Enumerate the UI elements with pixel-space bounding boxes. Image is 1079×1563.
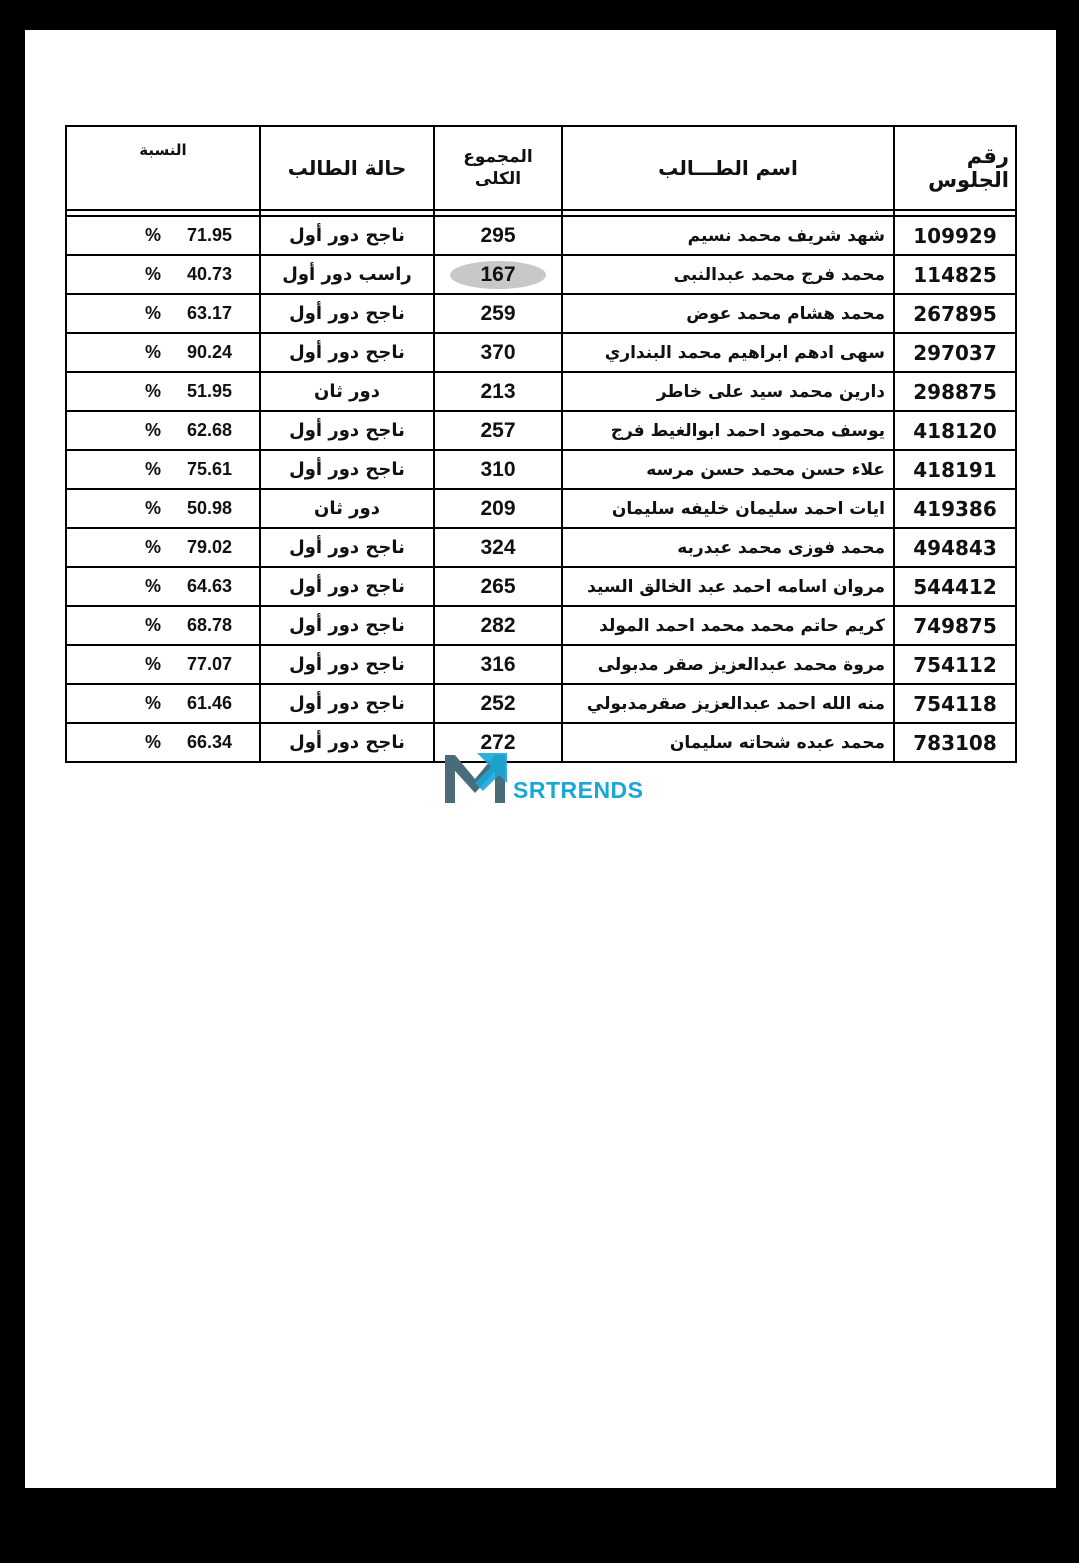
status-cell: ناجح دور أول bbox=[260, 645, 434, 684]
percent-cell bbox=[66, 411, 260, 450]
seat-number-cell: 419386 bbox=[894, 489, 1016, 528]
total-cell bbox=[434, 216, 562, 255]
header-student-name: اسم الطـــالب bbox=[562, 126, 894, 210]
percent-value: 51.95 bbox=[187, 381, 233, 401]
percent-cell bbox=[66, 684, 260, 723]
seat-number-cell: 297037 bbox=[894, 333, 1016, 372]
student-name-cell: شهد شريف محمد نسيم bbox=[562, 216, 894, 255]
table-row bbox=[66, 450, 1016, 489]
percent-value: 61.46 bbox=[187, 693, 233, 713]
header-total-line1: المجموع bbox=[463, 147, 533, 167]
table-row bbox=[66, 216, 1016, 255]
total-value: 316 bbox=[480, 652, 516, 676]
m-logo-icon bbox=[443, 749, 509, 805]
student-name-cell: منه الله احمد عبدالعزيز صقرمدبولي bbox=[562, 684, 894, 723]
total-cell bbox=[434, 255, 562, 294]
student-name-cell: محمد هشام محمد عوض bbox=[562, 294, 894, 333]
percent-value: 71.95 bbox=[187, 225, 233, 245]
student-name-cell: مروة محمد عبدالعزيز صقر مدبولى bbox=[562, 645, 894, 684]
student-name-cell: ايات احمد سليمان خليفه سليمان bbox=[562, 489, 894, 528]
total-value: 259 bbox=[480, 301, 516, 325]
student-name-cell: محمد عبده شحاته سليمان bbox=[562, 723, 894, 762]
seat-number-cell: 494843 bbox=[894, 528, 1016, 567]
student-name-cell: علاء حسن محمد حسن مرسه bbox=[562, 450, 894, 489]
total-value: 272 bbox=[480, 730, 516, 754]
status-cell: دور ثان bbox=[260, 489, 434, 528]
total-cell bbox=[434, 294, 562, 333]
percent-cell bbox=[66, 294, 260, 333]
percent-sign: % bbox=[145, 225, 162, 245]
status-cell: ناجح دور أول bbox=[260, 528, 434, 567]
percent-cell bbox=[66, 372, 260, 411]
student-name-cell: سهى ادهم ابراهيم محمد البنداري bbox=[562, 333, 894, 372]
student-name-cell: مروان اسامه احمد عبد الخالق السيد bbox=[562, 567, 894, 606]
table-row bbox=[66, 294, 1016, 333]
table-row bbox=[66, 528, 1016, 567]
total-value: 213 bbox=[480, 379, 516, 403]
percent-value: 40.73 bbox=[187, 264, 233, 284]
total-value: 282 bbox=[480, 613, 516, 637]
total-value: 252 bbox=[480, 691, 516, 715]
total-cell bbox=[434, 606, 562, 645]
table-row bbox=[66, 333, 1016, 372]
header-status: حالة الطالب bbox=[260, 126, 434, 210]
student-name-cell: كريم حاتم محمد محمد احمد المولد bbox=[562, 606, 894, 645]
status-cell: ناجح دور أول bbox=[260, 723, 434, 762]
percent-value: 50.98 bbox=[187, 498, 233, 518]
percent-value: 66.34 bbox=[187, 732, 233, 752]
table-row bbox=[66, 684, 1016, 723]
table-row bbox=[66, 372, 1016, 411]
student-name-cell: محمد فرج محمد عبدالنبى bbox=[562, 255, 894, 294]
percent-sign: % bbox=[145, 342, 162, 362]
header-percent: النسبة bbox=[66, 126, 260, 210]
status-cell: ناجح دور أول bbox=[260, 606, 434, 645]
percent-cell bbox=[66, 489, 260, 528]
table-row bbox=[66, 489, 1016, 528]
header-total bbox=[434, 126, 562, 210]
percent-sign: % bbox=[145, 537, 162, 557]
percent-value: 79.02 bbox=[187, 537, 233, 557]
status-cell: ناجح دور أول bbox=[260, 567, 434, 606]
student-name-cell: محمد فوزى محمد عبدربه bbox=[562, 528, 894, 567]
percent-cell bbox=[66, 528, 260, 567]
total-cell bbox=[434, 450, 562, 489]
total-value: 370 bbox=[480, 340, 516, 364]
total-cell bbox=[434, 333, 562, 372]
watermark-text: SRTRENDS bbox=[513, 777, 644, 803]
percent-value: 63.17 bbox=[187, 303, 233, 323]
document-page bbox=[25, 30, 1056, 1488]
table-row bbox=[66, 645, 1016, 684]
percent-cell bbox=[66, 450, 260, 489]
percent-sign: % bbox=[145, 693, 162, 713]
total-value: 209 bbox=[480, 496, 516, 520]
total-cell bbox=[434, 567, 562, 606]
seat-number-cell: 754112 bbox=[894, 645, 1016, 684]
percent-value: 64.63 bbox=[187, 576, 233, 596]
msrtrends-watermark bbox=[443, 749, 643, 805]
seat-number-cell: 267895 bbox=[894, 294, 1016, 333]
seat-number-cell: 754118 bbox=[894, 684, 1016, 723]
percent-sign: % bbox=[145, 615, 162, 635]
seat-number-cell: 418120 bbox=[894, 411, 1016, 450]
percent-value: 75.61 bbox=[187, 459, 233, 479]
percent-cell bbox=[66, 333, 260, 372]
total-value: 257 bbox=[480, 418, 516, 442]
seat-number-cell: 783108 bbox=[894, 723, 1016, 762]
header-total-line2: الكلى bbox=[474, 169, 522, 189]
status-cell: ناجح دور أول bbox=[260, 684, 434, 723]
header-row bbox=[66, 126, 1016, 210]
status-cell: ناجح دور أول bbox=[260, 450, 434, 489]
percent-cell bbox=[66, 606, 260, 645]
status-cell: ناجح دور أول bbox=[260, 294, 434, 333]
header-seat-number: رقم الجلوس bbox=[894, 126, 1016, 210]
percent-cell bbox=[66, 567, 260, 606]
percent-sign: % bbox=[145, 498, 162, 518]
table-row bbox=[66, 567, 1016, 606]
percent-sign: % bbox=[145, 732, 162, 752]
total-value: 310 bbox=[480, 457, 516, 481]
total-cell bbox=[434, 684, 562, 723]
status-cell: دور ثان bbox=[260, 372, 434, 411]
seat-number-cell: 418191 bbox=[894, 450, 1016, 489]
status-cell: ناجح دور أول bbox=[260, 411, 434, 450]
total-cell bbox=[434, 411, 562, 450]
percent-sign: % bbox=[145, 264, 162, 284]
table-row bbox=[66, 255, 1016, 294]
total-value: 265 bbox=[480, 574, 516, 598]
percent-value: 62.68 bbox=[187, 420, 233, 440]
status-cell: ناجح دور أول bbox=[260, 333, 434, 372]
status-cell: راسب دور أول bbox=[260, 255, 434, 294]
percent-sign: % bbox=[145, 576, 162, 596]
seat-number-cell: 544412 bbox=[894, 567, 1016, 606]
total-value: 295 bbox=[480, 223, 516, 247]
seat-number-cell: 109929 bbox=[894, 216, 1016, 255]
total-value: 324 bbox=[480, 535, 516, 559]
percent-sign: % bbox=[145, 420, 162, 440]
results-table bbox=[65, 125, 1017, 763]
percent-sign: % bbox=[145, 459, 162, 479]
seat-number-cell: 298875 bbox=[894, 372, 1016, 411]
percent-cell bbox=[66, 255, 260, 294]
table-row bbox=[66, 411, 1016, 450]
status-cell: ناجح دور أول bbox=[260, 216, 434, 255]
percent-cell bbox=[66, 216, 260, 255]
percent-value: 90.24 bbox=[187, 342, 233, 362]
seat-number-cell: 749875 bbox=[894, 606, 1016, 645]
percent-cell bbox=[66, 645, 260, 684]
total-cell bbox=[434, 489, 562, 528]
seat-number-cell: 114825 bbox=[894, 255, 1016, 294]
percent-cell bbox=[66, 723, 260, 762]
percent-value: 77.07 bbox=[187, 654, 233, 674]
percent-sign: % bbox=[145, 303, 162, 323]
highlighted-total-value: 167 bbox=[450, 261, 545, 289]
total-cell bbox=[434, 645, 562, 684]
percent-sign: % bbox=[145, 381, 162, 401]
percent-sign: % bbox=[145, 654, 162, 674]
table-row bbox=[66, 606, 1016, 645]
student-name-cell: يوسف محمود احمد ابوالغيط فرج bbox=[562, 411, 894, 450]
percent-value: 68.78 bbox=[187, 615, 233, 635]
total-cell bbox=[434, 528, 562, 567]
student-name-cell: دارين محمد سيد على خاطر bbox=[562, 372, 894, 411]
total-cell bbox=[434, 372, 562, 411]
